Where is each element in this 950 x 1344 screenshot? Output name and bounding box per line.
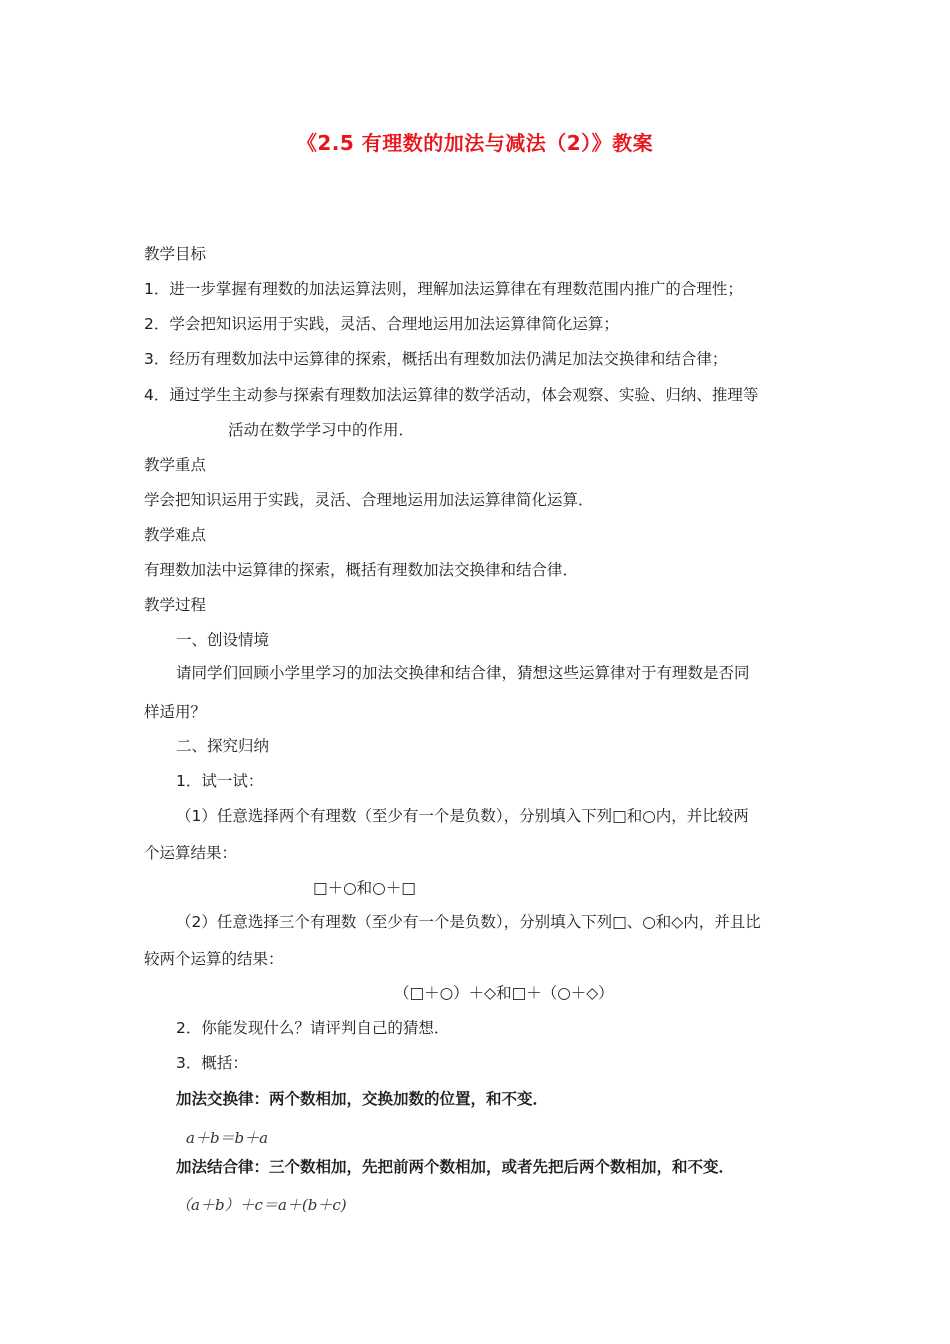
question2-line2: 较两个运算的结果： [144,950,284,968]
associative-law: 加法结合律：三个数相加，先把前两个数相加，或者先把后两个数相加，和不变． [176,1158,735,1176]
question1-formula: □＋○和○＋□ [313,879,416,897]
discover-prompt: 2．你能发现什么？请评判自己的猜想． [176,1019,450,1037]
question2-line1: （2）任意选择三个有理数（至少有一个是负数），分别填入下列□、○和◇内，并且比 [176,913,761,931]
commutative-law: 加法交换律：两个数相加，交换加数的位置，和不变． [176,1090,549,1108]
question1-line1: （1）任意选择两个有理数（至少有一个是负数），分别填入下列□和○内，并比较两 [176,807,749,825]
objective-item-4-continued: 活动在数学学习中的作用． [228,421,415,439]
try-heading: 1．试一试： [176,772,264,790]
difficulty-text: 有理数加法中运算律的探索，概括有理数加法交换律和结合律． [144,561,579,579]
difficulty-heading: 教学难点 [144,526,207,544]
section2-heading: 二、探究归纳 [176,737,270,755]
process-heading: 教学过程 [144,596,207,614]
question1-line2: 个运算结果： [144,844,238,862]
objectives-heading: 教学目标 [144,245,207,263]
objective-item-2: 2．学会把知识运用于实践，灵活、合理地运用加法运算律简化运算； [144,315,619,333]
section1-paragraph-line1: 请同学们回顾小学里学习的加法交换律和结合律，猜想这些运算律对于有理数是否同 [176,664,750,682]
key-point-heading: 教学重点 [144,456,207,474]
question2-formula: （□＋○）＋◇和□＋（○＋◇） [394,984,614,1002]
commutative-formula: a＋b＝b＋a [186,1129,269,1147]
objective-item-4: 4．通过学生主动参与探索有理数加法运算律的数学活动，体会观察、实验、归纳、推理等 [144,386,759,404]
associative-formula: （a＋b）＋c＝a＋(b＋c) [176,1196,347,1214]
objective-item-1: 1．进一步掌握有理数的加法运算法则，理解加法运算律在有理数范围内推广的合理性； [144,280,743,298]
key-point-text: 学会把知识运用于实践，灵活、合理地运用加法运算律简化运算． [144,491,594,509]
objective-item-3: 3．经历有理数加法中运算律的探索，概括出有理数加法仍满足加法交换律和结合律； [144,350,728,368]
section1-heading: 一、创设情境 [176,631,270,649]
summary-heading: 3．概括： [176,1054,248,1072]
section1-paragraph-line2: 样适用？ [144,703,207,721]
document-title: 《2.5 有理数的加法与减法（2）》教案 [296,131,654,155]
